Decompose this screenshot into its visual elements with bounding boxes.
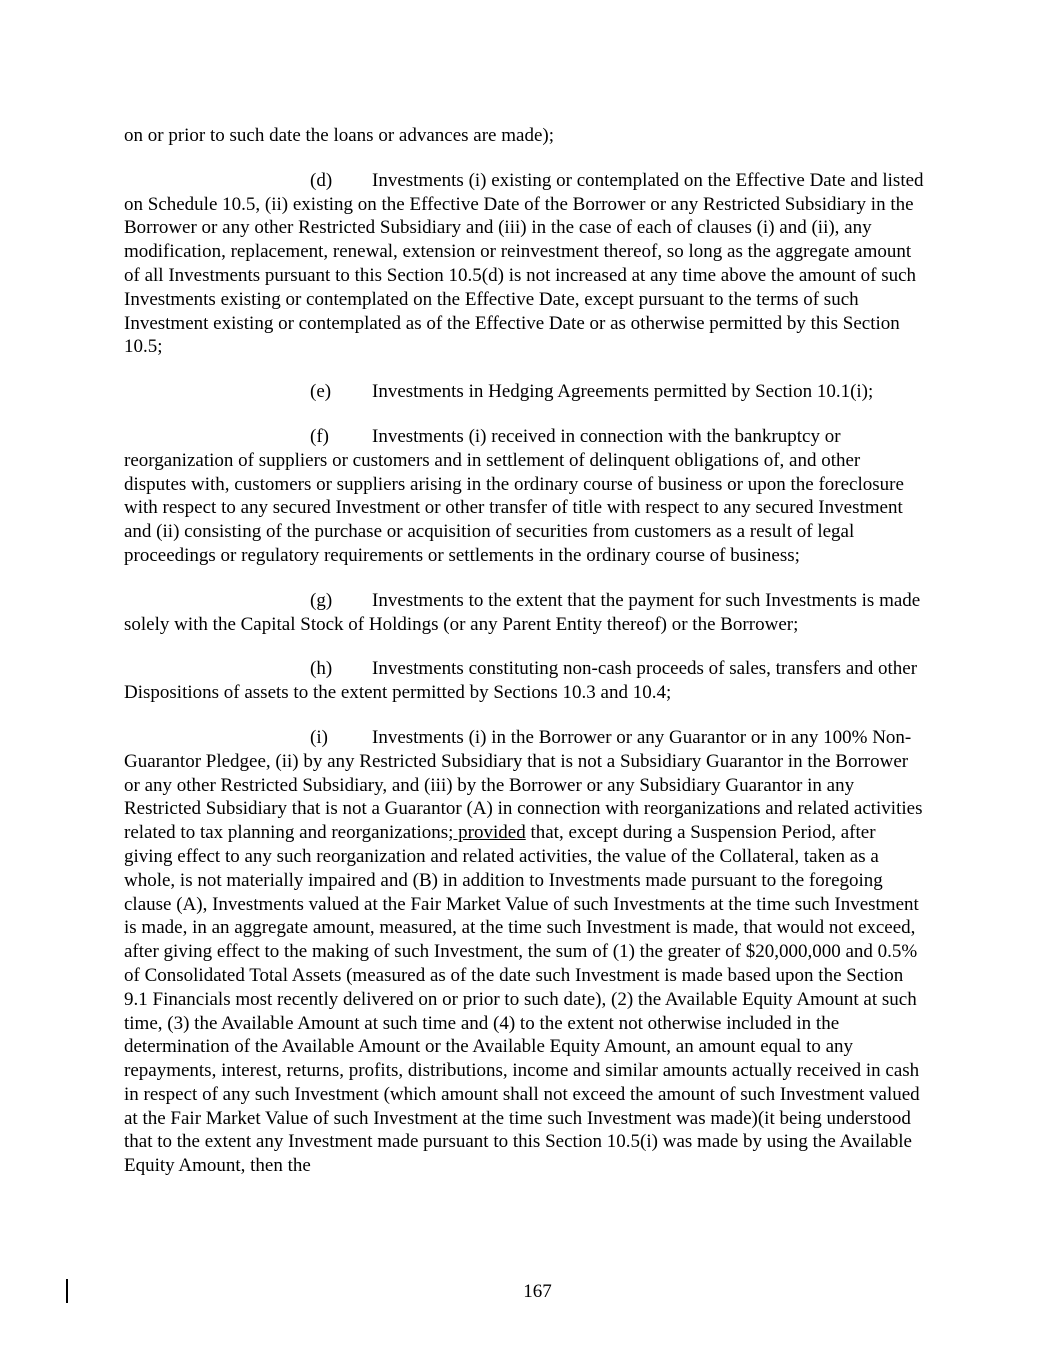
paragraph-text-after: that, except during a Suspension Period, after giving effect to any such reorganization and related activities, the value of the Collateral, taken as a whole, is not materially impaired and (B) in addition to Investments made pursuant to the foregoing clause (A), Investments valued at the Fair Market Value of such Investments at the time such Investment is made, in an aggregate amount, measured, at the time such Investment is made, that would not exceed, after giving effect to the making of such Investment, the sum of (1) the greater of $20,000,000 and 0.5% of Consolidated Total Assets (measured as of the date such Investment is made based upon the Section 9.1 Financials most recently delivered on or prior to such date), (2) the Available Equity Amount at such time, (3) the Available Amount at such time and (4) to the extent not otherwise included in the determination of the Available Amount or the Available Equity Amount, an amount equal to any repayments, interest, returns, profits, distributions, income and similar amounts actually received in cash in respect of any such Investment (which amount shall not exceed the amount of such Investment valued at the Fair Market Value of such Investment at the time such Investment was made)(it being understood that to the extent any Investment made pursuant to this Section 10.5(i) was made by using the Available Equity Amount, then the — [124, 822, 920, 1177]
paragraph-text: Investments (i) existing or contemplated on the Effective Date and listed on Schedule 10.5, (ii) existing on the Effective Date of the Borrower or any Restricted Subsidiary in the Borrower or any other Restricted Subsidiary and (iii) in the case of each of clauses (i) and (ii), any modification, replacement, renewal, extension or reinvestment thereof, so long as the aggregate amount of all Investments pursuant to this Section 10.5(d) is not increased at any time above the amount of such Investments existing or contemplated on the Effective Date, except pursuant to the terms of such Investment existing or contemplated as of the Effective Date or as otherwise permitted by this Section 10.5; — [124, 169, 924, 358]
paragraph-d — [124, 169, 926, 359]
clause-label: (h) — [310, 658, 333, 680]
paragraph-g — [124, 589, 926, 637]
clause-label: (g) — [310, 589, 333, 611]
clause-label: (f) — [310, 425, 329, 447]
provided-underlined-term: provided — [453, 822, 526, 844]
clause-label: (e) — [310, 381, 332, 403]
clause-label: (i) — [310, 726, 328, 748]
paragraph-text-before: Investments (i) in the Borrower or any Guarantor or in any 100% Non-Guarantor Pledgee, (ii) by any Restricted Subsidiary that is not a Subsidiary Guarantor in the Borrower or any other Restricted Subsidiary, and (iii) by the Borrower or any Subsidiary Guarantor in any Restricted Subsidiary that is not a Guarantor (A) in connection with reorganizations and related activities related to tax planning and reorganizations; — [124, 726, 923, 844]
paragraph-continuation — [124, 124, 926, 148]
document-body — [124, 124, 926, 1199]
paragraph-h — [124, 657, 926, 705]
paragraph-text: Investments (i) received in connection with the bankruptcy or reorganization of suppliers or customers and in settlement of delinquent obligations of, and other disputes with, customers or suppliers arising in the ordinary course of business or upon the foreclosure with respect to any secured Investment or other transfer of title with respect to any secured Investment and (ii) consisting of the purchase or acquisition of securities from customers as a result of legal proceedings or regulatory requirements or settlements in the ordinary course of business; — [124, 425, 904, 566]
clause-label: (d) — [310, 169, 333, 191]
paragraph-text: Investments in Hedging Agreements permitted by Section 10.1(i); — [372, 381, 874, 403]
paragraph-i — [124, 726, 926, 1178]
paragraph-e — [124, 380, 926, 404]
paragraph-text: Investments constituting non-cash proceeds of sales, transfers and other Dispositions of assets to the extent permitted by Sections 10.3 and 10.4; — [124, 658, 918, 704]
page-number: 167 — [523, 1281, 552, 1302]
paragraph-f — [124, 425, 926, 568]
paragraph-text: Investments to the extent that the payment for such Investments is made solely with the Capital Stock of Holdings (or any Parent Entity thereof) or the Borrower; — [124, 589, 921, 635]
paragraph-text: on or prior to such date the loans or advances are made); — [124, 125, 554, 146]
